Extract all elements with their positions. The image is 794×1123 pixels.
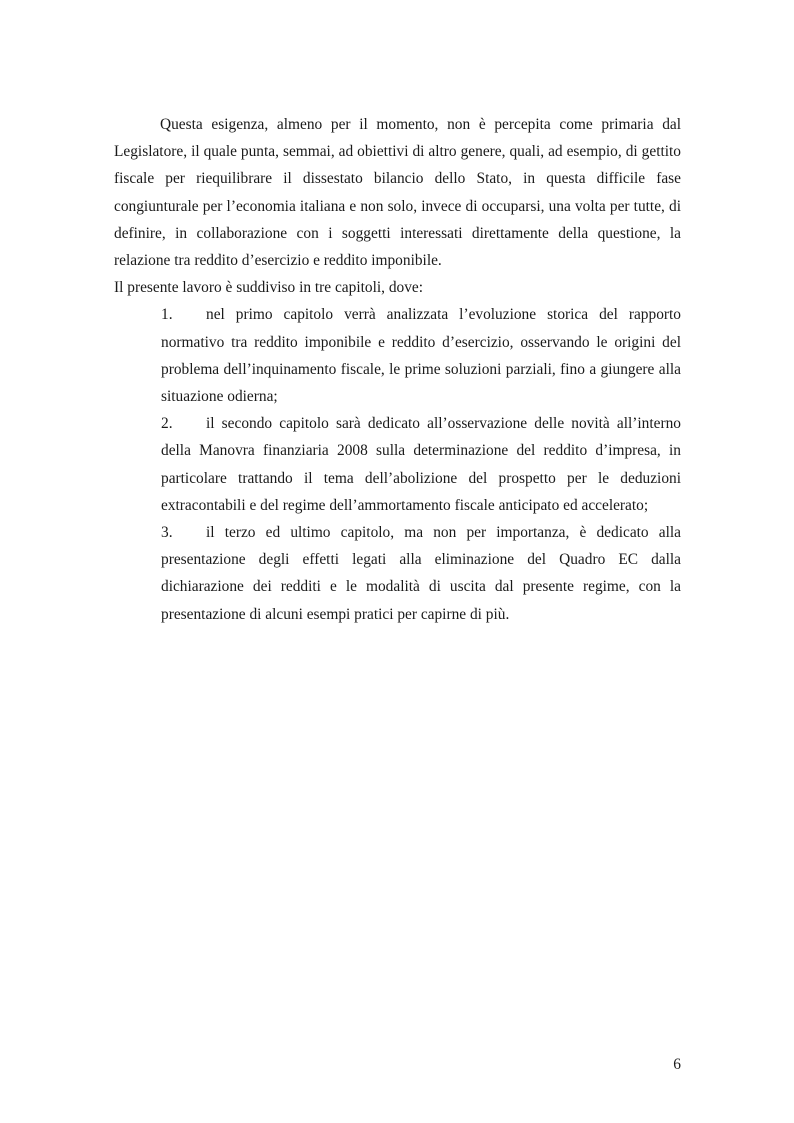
- intro-paragraph: Questa esigenza, almeno per il momento, non è percepita come primaria dal Legislatore, il quale punta, semmai, ad obiettivi di altro genere, quali, ad esempio, di gettito fiscale per riequilibrare il dissestato bilancio dello Stato, in questa difficile fase congiunturale per l’economia italiana e non solo, invece di occuparsi, una volta per tutte, di definire, in collaborazione con i soggetti interessati direttamente della questione, la relazione tra reddito d’esercizio e reddito imponibile.: [114, 116, 681, 270]
- list-item-text: il secondo capitolo sarà dedicato all’osservazione delle novità all’interno della Manovra finanziaria 2008 sulla determinazione del reddito d’impresa, in particolare trattando il tema dell’abolizione del prospetto per le deduzioni extracontabili e del regime dell’ammortamento fiscale anticipato ed accelerato;: [161, 415, 681, 514]
- list-item-chapter-3: [161, 519, 681, 628]
- list-item-text: il terzo ed ultimo capitolo, ma non per importanza, è dedicato alla presentazione degli effetti legati alla eliminazione del Quadro EC dalla dichiarazione dei redditi e le modalità di uscita dal presente regime, con la presentazione di alcuni esempi pratici per capirne di più.: [161, 524, 681, 623]
- body-text: [114, 111, 681, 628]
- list-item-text: nel primo capitolo verrà analizzata l’evoluzione storica del rapporto normativo tra reddito imponibile e reddito d’esercizio, osservando le origini del problema dell’inquinamento fiscale, le prime soluzioni parziali, fino a giungere alla situazione odierna;: [161, 306, 681, 406]
- list-item-chapter-1: [161, 301, 681, 410]
- list-item-chapter-2: [161, 410, 681, 519]
- chapter-list: [114, 301, 681, 627]
- list-number: 2.: [161, 415, 173, 433]
- list-number: 3.: [161, 524, 173, 542]
- list-number: 1.: [161, 306, 173, 324]
- structure-paragraph: Il presente lavoro è suddiviso in tre capitoli, dove:: [114, 279, 424, 297]
- page-number: 6: [673, 1056, 681, 1073]
